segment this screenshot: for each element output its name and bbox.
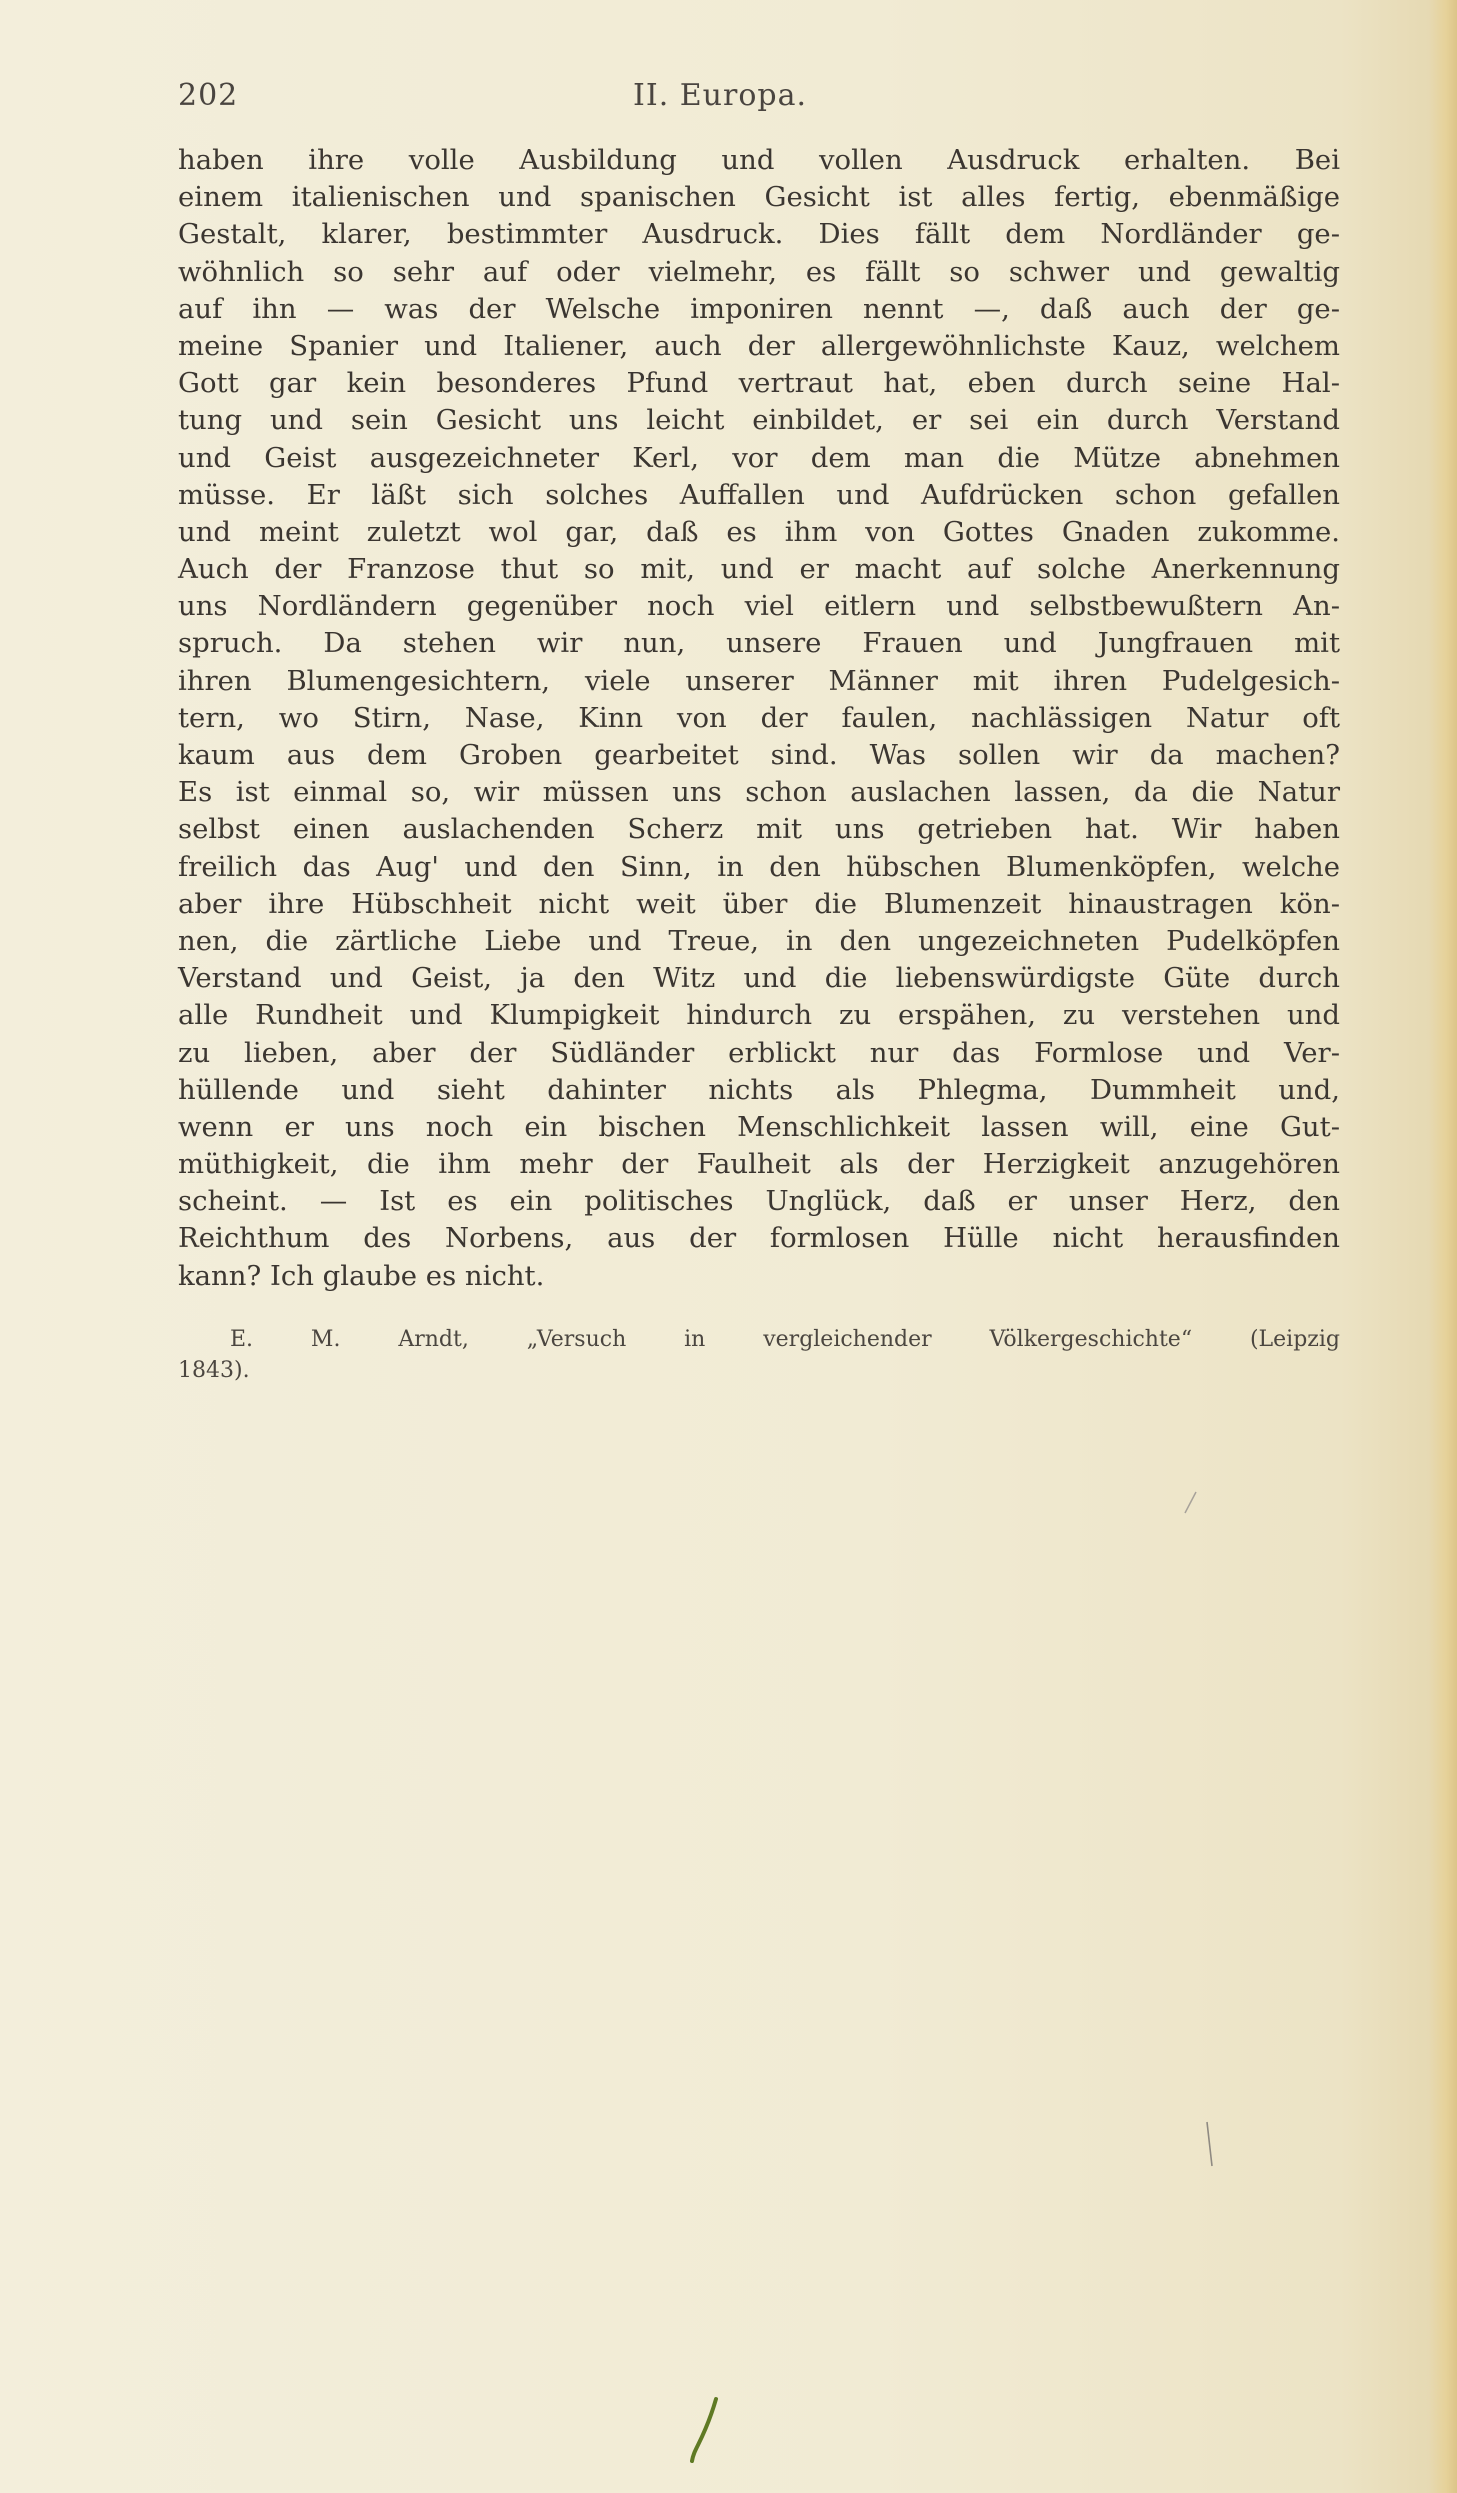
text-line: Reichthum des Norbens, aus der formlosen Hülle nicht herausfinden xyxy=(178,1222,1340,1255)
text-line: Verstand und Geist, ja den Witz und die liebenswürdigste Güte durch xyxy=(178,962,1340,995)
text-line: Gestalt, klarer, bestimmter Ausdruck. Dies fällt dem Nordländer ge- xyxy=(178,218,1340,251)
pencil-stroke-mark xyxy=(1180,1490,1200,1516)
pencil-stroke-mark xyxy=(1204,2120,1216,2170)
page-number: 202 xyxy=(178,78,239,113)
text-line: kaum aus dem Groben gearbeitet sind. Was sollen wir da machen? xyxy=(178,739,1340,771)
citation-line: 1843). xyxy=(178,1358,250,1383)
text-line: und Geist ausgezeichneter Kerl, vor dem man die Mütze abnehmen xyxy=(178,441,1340,474)
text-line: und meint zuletzt wol gar, daß es ihm von Gottes Gnaden zukomme. xyxy=(178,515,1340,548)
text-line: nen, die zärtliche Liebe und Treue, in den ungezeichneten Pudelköpfen xyxy=(178,924,1340,957)
text-line: müthigkeit, die ihm mehr der Faulheit als der Herzigkeit anzugehören xyxy=(178,1148,1340,1181)
text-line: freilich das Aug' und den Sinn, in den hübschen Blumenköpfen, welche xyxy=(178,850,1340,883)
text-line: tern, wo Stirn, Nase, Kinn von der faulen, nachlässigen Natur oft xyxy=(178,701,1340,734)
text-line: auf ihn — was der Welsche imponiren nennt —, daß auch der ge- xyxy=(178,292,1340,325)
text-line: tung und sein Gesicht uns leicht einbildet, er sei ein durch Verstand xyxy=(178,404,1340,437)
running-head: II. Europa. xyxy=(633,78,808,113)
text-line: Auch der Franzose thut so mit, und er macht auf solche Anerkennung xyxy=(178,553,1340,586)
text-line: spruch. Da stehen wir nun, unsere Frauen und Jungfrauen mit xyxy=(178,627,1340,660)
text-line: aber ihre Hübschheit nicht weit über die Blumenzeit hinaustragen kön- xyxy=(178,887,1340,920)
text-line: hüllende und sieht dahinter nichts als Phlegma, Dummheit und, xyxy=(178,1073,1340,1106)
text-line: uns Nordländern gegenüber noch viel eitlern und selbstbewußtern An- xyxy=(178,590,1340,623)
text-line: einem italienischen und spanischen Gesicht ist alles fertig, ebenmäßige xyxy=(178,181,1340,214)
text-line: wöhnlich so sehr auf oder vielmehr, es fällt so schwer und gewaltig xyxy=(178,255,1340,288)
text-line: zu lieben, aber der Südländer erblickt nur das Formlose und Ver- xyxy=(178,1036,1340,1069)
text-line: Gott gar kein besonderes Pfund vertraut hat, eben durch seine Hal- xyxy=(178,367,1340,400)
ink-stroke-mark xyxy=(688,2395,722,2465)
page-edge-shadow xyxy=(1429,0,1457,2493)
text-line: haben ihre volle Ausbildung und vollen Ausdruck erhalten. Bei xyxy=(178,144,1340,176)
text-line: scheint. — Ist es ein politisches Unglück, daß er unser Herz, den xyxy=(178,1185,1340,1218)
text-line: ihren Blumengesichtern, viele unserer Männer mit ihren Pudelgesich- xyxy=(178,664,1340,697)
text-line: wenn er uns noch ein bischen Menschlichkeit lassen will, eine Gut- xyxy=(178,1110,1340,1143)
text-line: müsse. Er läßt sich solches Auffallen und Aufdrücken schon gefallen xyxy=(178,478,1340,511)
body-text xyxy=(178,142,1340,1295)
text-line: alle Rundheit und Klumpigkeit hindurch zu erspähen, zu verstehen und xyxy=(178,999,1340,1032)
text-line: Es ist einmal so, wir müssen uns schon auslachen lassen, da die Natur xyxy=(178,776,1340,809)
text-line: meine Spanier und Italiener, auch der allergewöhnlichste Kauz, welchem xyxy=(178,329,1340,362)
text-line: kann? Ich glaube es nicht. xyxy=(178,1259,545,1292)
text-line: selbst einen auslachenden Scherz mit uns getrieben hat. Wir haben xyxy=(178,813,1340,846)
citation-line: E. M. Arndt, „Versuch in vergleichender Völkergeschichte“ (Leipzig xyxy=(230,1327,1340,1352)
citation xyxy=(178,1324,1340,1386)
page-header xyxy=(178,78,1338,128)
